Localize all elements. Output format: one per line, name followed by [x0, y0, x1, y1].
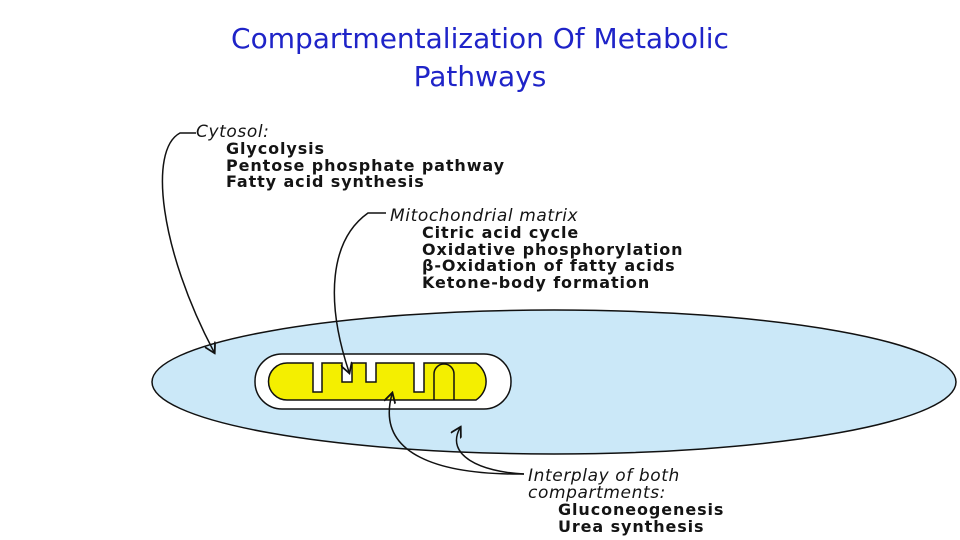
interplay-heading-line-2: compartments:	[528, 483, 667, 503]
interplay-heading-line-1: Interplay of both	[528, 466, 680, 486]
mitochondrial-matrix-label-group	[390, 208, 683, 291]
cytosol-label-group	[196, 124, 505, 191]
mitochondrion	[255, 354, 511, 409]
cytosol-item: Pentose phosphate pathway	[226, 155, 505, 175]
interplay-label-group	[528, 468, 724, 535]
interplay-item: Gluconeogenesis	[558, 500, 725, 519]
interplay-item: Urea synthesis	[558, 516, 705, 536]
mitochondrial-matrix-heading: Mitochondrial matrix	[390, 206, 579, 226]
cytosol-item: Glycolysis	[226, 139, 325, 158]
mitochondrial-matrix-item: Ketone-body formation	[422, 272, 651, 292]
title-line-1: Compartmentalization Of Metabolic	[231, 22, 729, 55]
cytosol-item: Fatty acid synthesis	[226, 172, 425, 191]
cytosol-heading: Cytosol:	[196, 122, 270, 142]
mitochondrial-matrix-item: β-Oxidation of fatty acids	[422, 256, 676, 275]
title-line-2: Pathways	[413, 60, 547, 93]
mitochondrial-matrix-item: Oxidative phosphorylation	[422, 239, 684, 259]
mitochondrial-matrix-item: Citric acid cycle	[422, 223, 580, 242]
